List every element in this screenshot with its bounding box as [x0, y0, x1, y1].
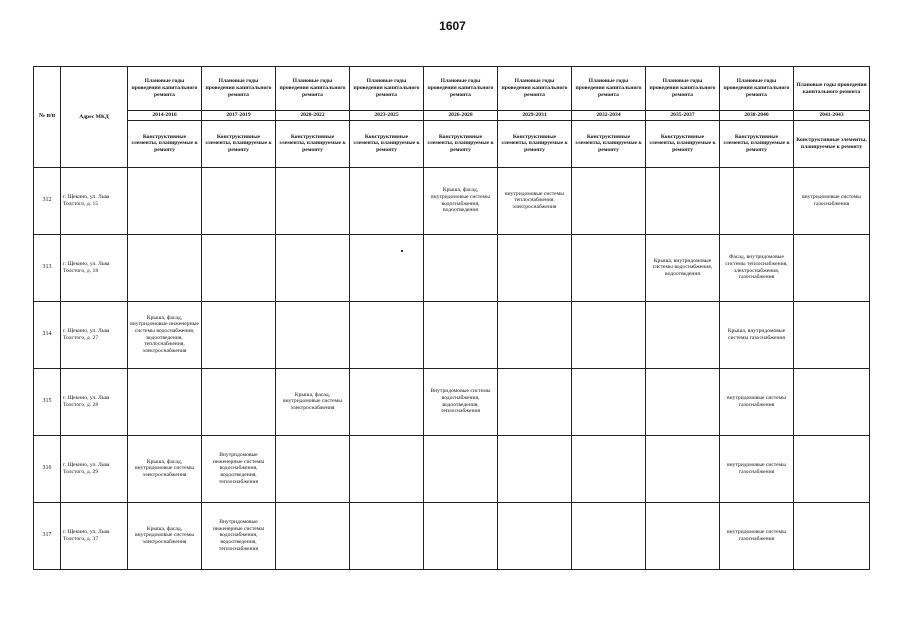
planned-label: Плановые годы проведения капитального ремонта [424, 67, 498, 111]
repair-cell [350, 435, 424, 502]
repair-cell: Крыша, фасад, внутридомовые инженерные системы водоснабжения, водоотведения, теплоснабжения, электроснабжения [128, 301, 202, 368]
repair-cell: внутридомовые системы газоснабжения [794, 167, 870, 234]
row-number: 315 [34, 368, 61, 435]
row-address: г. Щекино, ул. Льва Толстого, д. 29 [61, 435, 128, 502]
repair-cell [646, 435, 720, 502]
elements-label: Конструктивные элементы, планируемые к ремонту [202, 120, 276, 167]
elements-label: Конструктивные элементы, планируемые к ремонту [424, 120, 498, 167]
repair-cell [794, 435, 870, 502]
repair-cell [498, 234, 572, 301]
row-number: 316 [34, 435, 61, 502]
table-row [34, 234, 870, 301]
repair-cell [572, 368, 646, 435]
period-label: 2017-2019 [202, 111, 276, 121]
repair-cell [424, 502, 498, 569]
repair-cell [498, 502, 572, 569]
table-row [34, 301, 870, 368]
col-header-num: № п/п [34, 67, 61, 168]
table-row [34, 502, 870, 569]
repair-cell [646, 167, 720, 234]
repair-cell [350, 234, 424, 301]
period-label: 2023-2025 [350, 111, 424, 121]
planned-label: Плановые годы проведения капитального ремонта [350, 67, 424, 111]
repair-cell [646, 301, 720, 368]
elements-label: Конструктивные элементы, планируемые к ремонту [646, 120, 720, 167]
repair-cell [350, 167, 424, 234]
repair-cell: Внутридомовые системы водоснабжения, водоотведения, теплоснабжения [424, 368, 498, 435]
repair-cell [276, 502, 350, 569]
repair-cell [350, 301, 424, 368]
table-row [34, 167, 870, 234]
repair-cell: внутридомовые системы газоснабжения [720, 368, 794, 435]
planned-label: Плановые годы проведения капитального ремонта [794, 67, 870, 111]
repair-cell [276, 435, 350, 502]
repair-cell [646, 368, 720, 435]
repair-cell [572, 435, 646, 502]
repair-cell [794, 234, 870, 301]
row-address: г. Щекино, ул. Льва Толстого, д. 27 [61, 301, 128, 368]
page-number: 1607 [439, 19, 466, 33]
repair-cell [350, 368, 424, 435]
repair-cell: Крыша, фасад, внутридомовые системы электроснабжения [276, 368, 350, 435]
repair-cell [276, 301, 350, 368]
row-address: г. Щекино, ул. Льва Толстого, д. 15 [61, 167, 128, 234]
repair-cell: Фасад, внутридомовые системы теплоснабжения, электроснабжения, газоснабжения [720, 234, 794, 301]
period-label: 2020-2022 [276, 111, 350, 121]
repair-cell: Крыша, фасад, внутридомовые системы водоснабжения, водоотведения [424, 167, 498, 234]
elements-label: Конструктивные элементы, планируемые к ремонту [350, 120, 424, 167]
row-number: 317 [34, 502, 61, 569]
planned-label: Плановые годы проведения капитального ремонта [720, 67, 794, 111]
repair-cell [646, 502, 720, 569]
elements-label: Конструктивные элементы, планируемые к ремонту [276, 120, 350, 167]
repair-cell [424, 301, 498, 368]
repair-cell [128, 167, 202, 234]
repair-cell [424, 234, 498, 301]
row-number: 314 [34, 301, 61, 368]
planned-label: Плановые годы проведения капитального ремонта [646, 67, 720, 111]
repair-cell [572, 301, 646, 368]
planned-label: Плановые годы проведения капитального ремонта [276, 67, 350, 111]
repair-cell [794, 502, 870, 569]
elements-label: Конструктивные элементы, планируемые к ремонту [572, 120, 646, 167]
repair-cell: Внутридомовые инженерные системы водоснабжения, водоотведения, теплоснабжения [202, 435, 276, 502]
elements-label: Конструктивные элементы, планируемые к ремонту [498, 120, 572, 167]
row-number: 312 [34, 167, 61, 234]
row-number: 313 [34, 234, 61, 301]
header-period-row [34, 111, 870, 121]
repair-cell [572, 234, 646, 301]
repair-cell: Крыша, внутридомовые системы газоснабжения [720, 301, 794, 368]
elements-label: Конструктивные элементы, планируемые к ремонту [128, 120, 202, 167]
repair-cell [202, 368, 276, 435]
repair-cell [128, 368, 202, 435]
repair-cell: Крыша, фасад, внутридомовые системы электроснабжения [128, 435, 202, 502]
period-label: 2029-2031 [498, 111, 572, 121]
repair-cell [202, 234, 276, 301]
period-label: 2035-2037 [646, 111, 720, 121]
planned-label: Плановые годы проведения капитального ремонта [202, 67, 276, 111]
col-header-address: Адрес МКД [61, 67, 128, 168]
elements-label: Конструктивные элементы, планируемые к ремонту [720, 120, 794, 167]
table-row [34, 368, 870, 435]
header-elements-row [34, 120, 870, 167]
capital-repair-table [33, 66, 870, 570]
period-label: 2014-2016 [128, 111, 202, 121]
repair-cell: внутридомовые системы газоснабжения [720, 502, 794, 569]
elements-label: Конструктивные элементы, планируемые к ремонту [794, 120, 870, 167]
repair-cell [794, 301, 870, 368]
period-label: 2038-2040 [720, 111, 794, 121]
planned-label: Плановые годы проведения капитального ремонта [128, 67, 202, 111]
repair-cell: внутридомовые системы газоснабжения [720, 435, 794, 502]
repair-cell [350, 502, 424, 569]
table-body [34, 167, 870, 569]
repair-cell [498, 368, 572, 435]
repair-cell [128, 234, 202, 301]
repair-cell [202, 167, 276, 234]
row-address: г. Щекино, ул. Льва Толстого, д. 18 [61, 234, 128, 301]
repair-cell [202, 301, 276, 368]
row-address: г. Щекино, ул. Льва Толстого, д. 37 [61, 502, 128, 569]
repair-cell: Крыша, фасад, внутридомовые системы электроснабжения [128, 502, 202, 569]
planned-label: Плановые годы проведения капитального ремонта [572, 67, 646, 111]
planned-label: Плановые годы проведения капитального ремонта [498, 67, 572, 111]
repair-cell [276, 167, 350, 234]
period-label: 2032-2034 [572, 111, 646, 121]
row-address: г. Щекино, ул. Льва Толстого, д. 28 [61, 368, 128, 435]
repair-cell [720, 167, 794, 234]
period-label: 2026-2028 [424, 111, 498, 121]
table-row [34, 435, 870, 502]
repair-cell [424, 435, 498, 502]
repair-cell: внутридомовые системы теплоснабжения, электроснабжения [498, 167, 572, 234]
repair-cell: Крыша, внутридомовые системы водоснабжения, водоотведения [646, 234, 720, 301]
repair-cell: Внутридомовые инженерные системы водоснабжения, водоотведения, теплоснабжения [202, 502, 276, 569]
repair-cell [498, 435, 572, 502]
repair-cell [572, 167, 646, 234]
header-planned-row [34, 67, 870, 111]
repair-cell [572, 502, 646, 569]
repair-cell [498, 301, 572, 368]
period-label: 2041-2043 [794, 111, 870, 121]
repair-cell [794, 368, 870, 435]
repair-cell [276, 234, 350, 301]
